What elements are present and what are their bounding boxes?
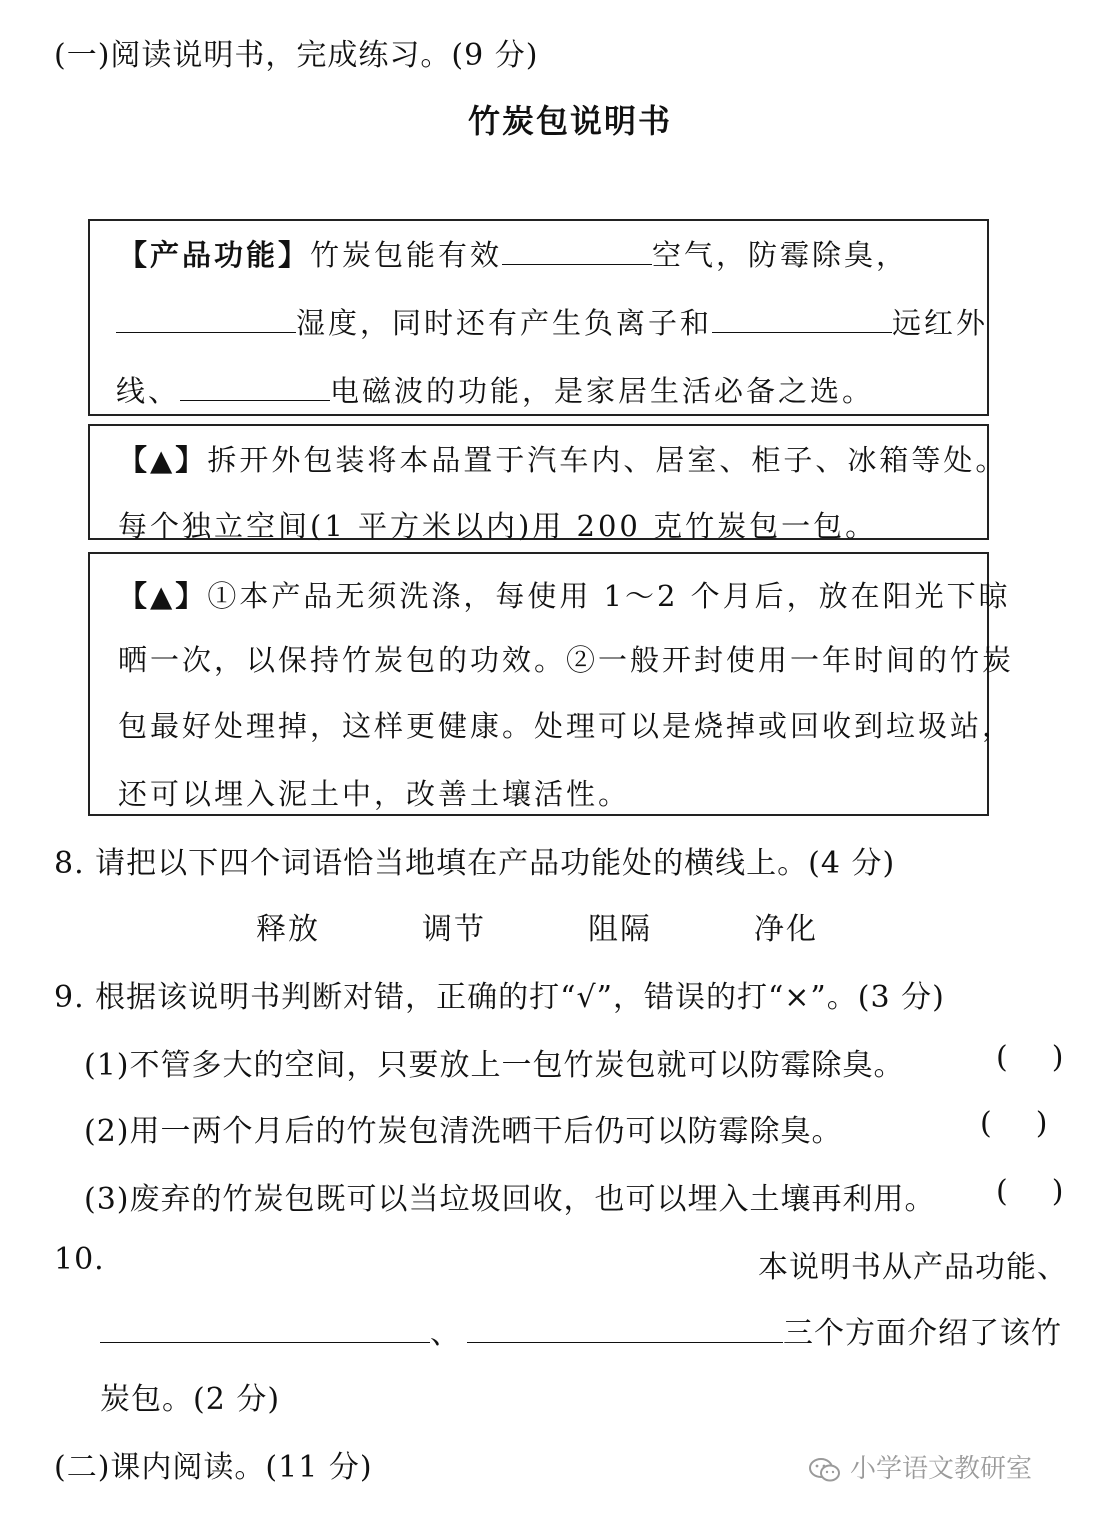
- maintenance-line-2: 晒一次，以保持竹炭包的功效。②一般开封使用一年时间的竹炭: [118, 643, 1015, 677]
- maintenance-box: [88, 552, 1015, 816]
- question-10-number: 10.: [54, 1242, 105, 1277]
- word-option: 净化: [754, 912, 818, 947]
- judgement-item-3: (3)废弃的竹炭包既可以当垃圾回收，也可以埋入土壤再利用。: [84, 1182, 936, 1217]
- answer-blank[interactable]: [100, 1314, 430, 1343]
- answer-blank[interactable]: [712, 304, 892, 333]
- usage-line-2: 每个独立空间(1 平方米以内)用 200 克竹炭包一包。: [118, 509, 878, 543]
- question-10-line-2: [100, 1308, 1062, 1352]
- text-segment: 空气，防霉除臭，: [652, 238, 909, 272]
- maintenance-line-3: 包最好处理掉，这样更健康。处理可以是烧掉或回收到垃圾站，: [118, 709, 1015, 743]
- judgement-item-2: (2)用一两个月后的竹炭包清洗晒干后仍可以防霉除臭。: [84, 1114, 843, 1149]
- word-option: 释放: [256, 912, 320, 947]
- text-segment: 竹炭包能有效: [310, 238, 503, 272]
- judgement-item-1: (1)不管多大的空间，只要放上一包竹炭包就可以防霉除臭。: [84, 1048, 905, 1083]
- question-9: 9. 根据该说明书判断对错，正确的打“√”，错误的打“×”。(3 分): [54, 980, 945, 1015]
- maintenance-line-1: [118, 574, 1011, 615]
- text-segment: 湿度，同时还有产生负离子和: [296, 306, 713, 340]
- answer-blank[interactable]: [180, 372, 330, 401]
- document-title: 竹炭包说明书: [468, 102, 673, 140]
- text-segment: 线、: [116, 374, 181, 408]
- answer-blank[interactable]: [502, 236, 652, 265]
- word-option: 调节: [422, 912, 486, 947]
- maintenance-line-4: 还可以埋入泥土中，改善土壤活性。: [118, 777, 631, 811]
- question-8: 8. 请把以下四个词语恰当地填在产品功能处的横线上。(4 分): [54, 846, 896, 881]
- text-segment: 远红外: [892, 306, 989, 340]
- product-function-line-2: [116, 301, 988, 342]
- text-segment: 拆开外包装将本品置于汽车内、居室、柜子、冰箱等处。: [207, 443, 1008, 477]
- answer-parentheses[interactable]: (): [980, 1106, 1092, 1141]
- answer-parentheses[interactable]: (): [996, 1174, 1107, 1209]
- usage-line-1: [118, 438, 1007, 479]
- text-segment: 、: [430, 1316, 461, 1351]
- product-function-line-3: [116, 369, 874, 410]
- text-segment: ①本产品无须洗涤，每使用 1～2 个月后，放在阳光下晾: [207, 579, 1011, 613]
- wechat-icon: [808, 1457, 842, 1483]
- answer-parentheses[interactable]: (): [996, 1040, 1107, 1075]
- question-10-line-1: 本说明书从产品功能、: [758, 1250, 1068, 1285]
- section-2-heading: (二)课内阅读。(11 分): [54, 1450, 373, 1485]
- answer-blank[interactable]: [467, 1314, 783, 1343]
- section-heading: (一)阅读说明书，完成练习。(9 分): [54, 38, 539, 73]
- product-function-tag: 【产品功能】: [118, 238, 311, 272]
- product-function-line-1: [118, 233, 908, 274]
- question-10-line-3: 炭包。(2 分): [100, 1382, 281, 1417]
- text-segment: 三个方面介绍了该竹: [783, 1316, 1062, 1351]
- product-function-box: [88, 219, 989, 416]
- answer-blank[interactable]: [116, 304, 296, 333]
- usage-box: [88, 424, 1008, 543]
- maintenance-tag: 【▲】: [118, 579, 208, 613]
- usage-tag: 【▲】: [118, 443, 208, 477]
- word-option: 阻隔: [588, 912, 652, 947]
- text-segment: 电磁波的功能，是家居生活必备之选。: [330, 374, 875, 408]
- watermark: [808, 1448, 1032, 1485]
- watermark-text: 小学语文教研室: [850, 1454, 1033, 1484]
